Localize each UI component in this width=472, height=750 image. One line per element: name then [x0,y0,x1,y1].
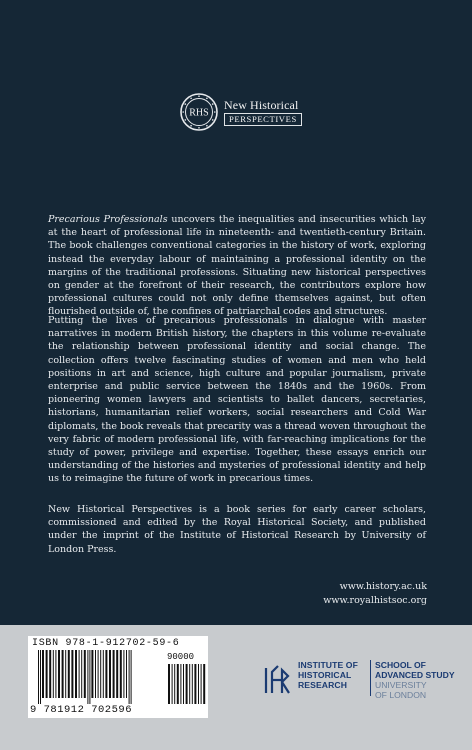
ihr-name [298,660,358,690]
ihr-line-1: INSTITUTE OF [298,660,358,670]
barcode-bar [49,650,51,698]
barcode-bar [116,650,118,698]
ihr-line-2: HISTORICAL [298,670,352,680]
barcode-bar [42,650,44,698]
sas-line-2: ADVANCED STUDY [375,670,455,680]
barcode-addon-bar [174,664,175,704]
rhs-seal-icon [180,93,218,131]
barcode-bar [103,650,104,698]
blurb-paragraph-1 [48,213,426,319]
blurb-paragraph-2: Putting the lives of precarious professionals in dialogue with master narratives in modern British history, the chapters in this volume re-evaluate the relationship between professional identity and social change. The collection offers twelve fascinating studies of women and men who held positions in art and science, high culture and popular journalism, private enterprise and public service between the 1840s and the 1960s. From pioneering women lawyers and scientists to ballet dancers, secretaries, historians, humanitarian relief workers, social researchers and Cold War diplomats, the book reveals that precarity was a thread woven throughout the very fabric of modern professional life, with far-reaching implications for the study of power, privilege and expertise. Together, these essays enrich our understanding of the histories and mysteries of professional identity and help us to reimagine the future of work in precarious times. [48,315,426,485]
series-description: New Historical Perspectives is a book series for early career scholars, commissioned and edited by the Royal Historical Society, and published under the imprint of the Institute of Historical Research by University of London Press. [48,504,426,555]
ean-digits: 9 781912 702596 [30,704,133,716]
ihr-logo-icon [262,662,292,696]
barcode-bar [84,650,86,698]
barcode-bar [91,650,93,698]
barcode-bar [58,650,60,698]
isbn-label: ISBN 978-1-912702-59-6 [32,638,180,649]
barcode-bar [89,650,90,704]
publisher-divider [370,660,371,696]
series-title: New Historical [224,98,299,112]
barcode-bar [126,650,127,698]
barcode-bar [46,650,48,698]
barcode-bar [81,650,82,698]
barcode-bar [113,650,115,698]
barcode-bar [131,650,132,704]
barcode-bar [120,650,122,698]
sas-name [375,660,455,700]
barcode-bar [87,650,88,704]
barcode-addon-bar [192,664,193,704]
barcode-bar [55,650,56,698]
barcode-bar [109,650,111,698]
barcode-bar [75,650,77,698]
barcode-bar [105,650,107,698]
barcode-bar [123,650,124,698]
barcode-addon-bar [201,664,202,704]
barcode-addon-bar [194,664,196,704]
barcode-bar [95,650,96,698]
sas-line-4: OF LONDON [375,690,427,700]
series-tag: PERSPECTIVES [224,113,302,126]
barcode-bar [129,650,130,704]
barcode-addon-bar [198,664,199,704]
barcode-addon-bar [180,664,181,704]
blurb-paragraph-1-text: uncovers the inequalities and insecurities which lay at the heart of professional life in nineteenth- and twentieth-century Britain. The book challenges conventional categories in the history of work, exploring instead the everyday labour of maintaining a professional identity on the margins of the traditional professions. Situating new historical perspectives on gender at the forefront of their research, the contributors explore how professional cultures could not only define themselves against, but often flourished outside of, the confines of patriarchal codes and structures. [48,214,426,318]
barcode-bar [68,650,70,698]
barcode-bar [53,650,54,698]
barcode-bar [40,650,41,704]
barcode-bar [79,650,80,698]
barcode-addon-bar [183,664,184,704]
barcode-addon-bar [177,664,179,704]
barcode-addon-bar [172,664,173,704]
barcode-addon-bar [203,664,205,704]
ihr-line-3: RESEARCH [298,680,348,690]
barcode-bar [38,650,39,704]
sas-line-3: UNIVERSITY [375,680,427,690]
website-links [323,580,427,608]
barcode-bar [62,650,64,698]
barcode-bar [65,650,66,698]
barcode-addon-bar [168,664,170,704]
series-logo [180,92,302,132]
book-title-italic: Precarious Professionals [48,214,168,225]
barcode-addon-bar [186,664,188,704]
barcode-bar [71,650,73,698]
url-history[interactable]: www.history.ac.uk [339,581,427,592]
barcode-bar [100,650,101,698]
barcode-addon: 90000 [167,652,195,662]
seal-text: RHS [189,107,209,119]
barcode-addon-bar [189,664,190,704]
barcode-bar [98,650,99,698]
isbn-barcode [28,636,208,718]
url-royalhistsoc[interactable]: www.royalhistsoc.org [323,595,427,606]
sas-line-1: SCHOOL OF [375,660,426,670]
